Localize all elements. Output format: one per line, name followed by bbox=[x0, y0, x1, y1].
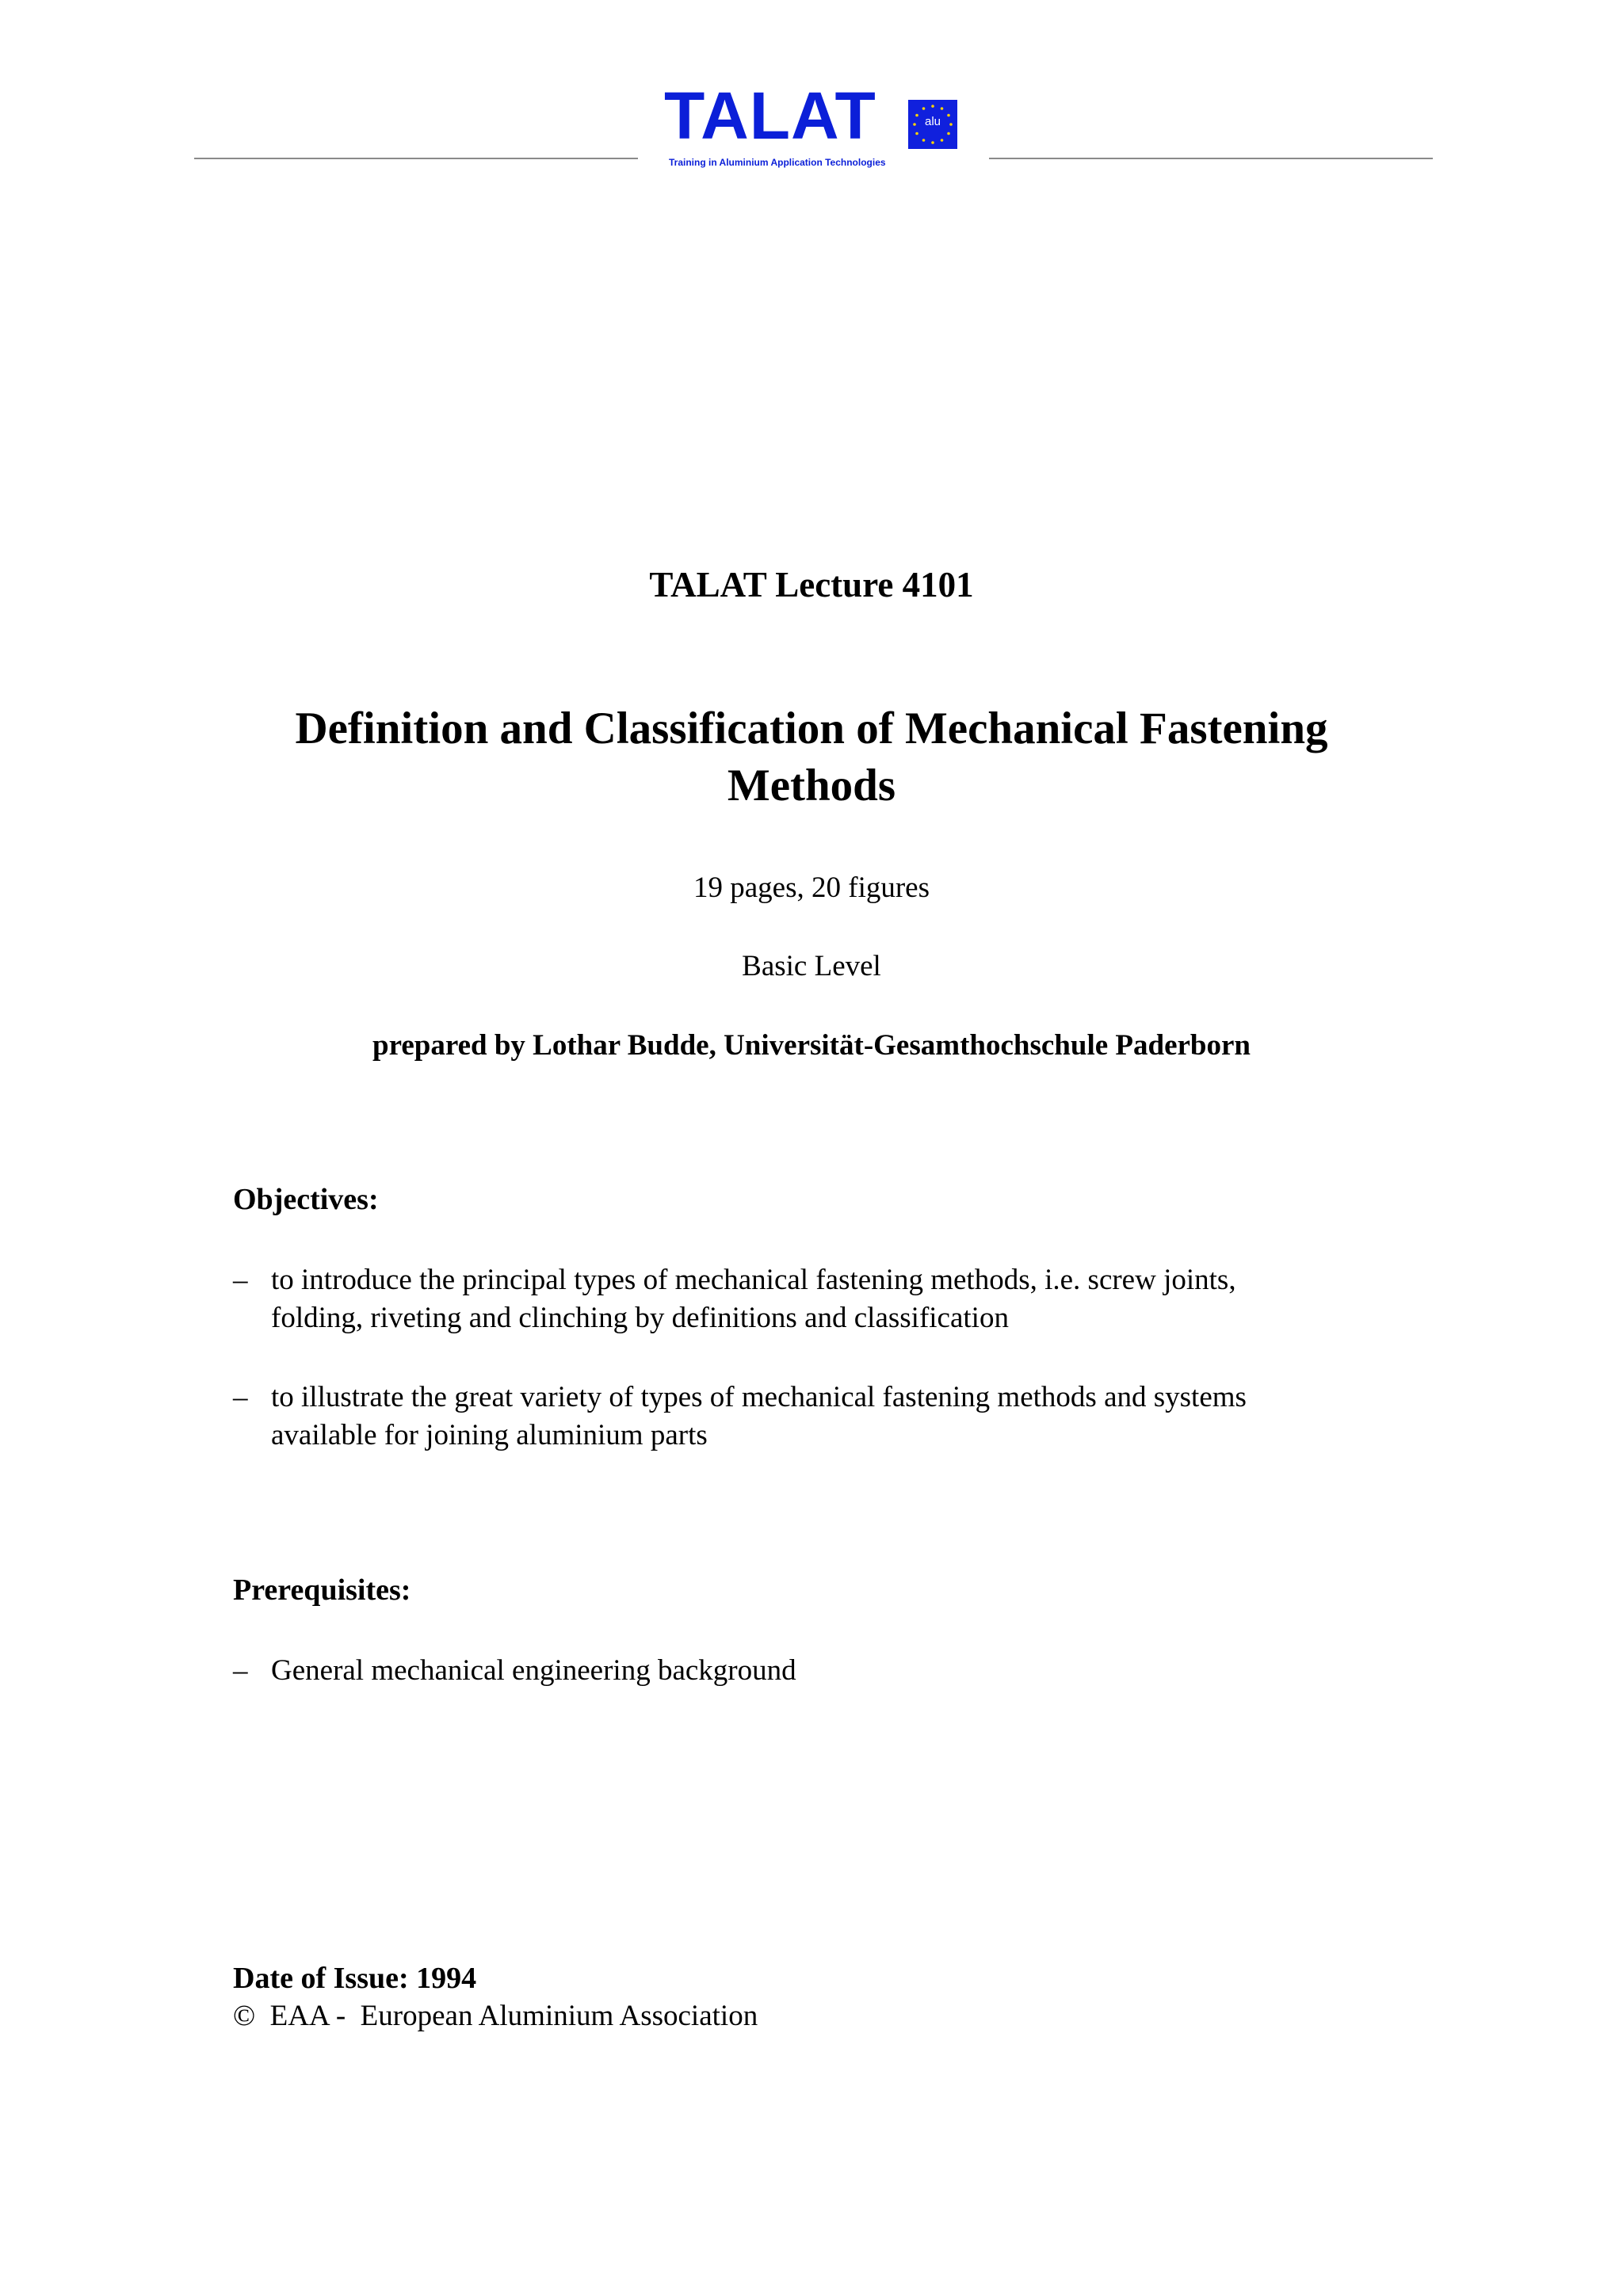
logo-badge-text: alu bbox=[924, 115, 941, 128]
objective-line: to introduce the principal types of mechanical fastening methods, i.e. screw joints, bbox=[271, 1264, 1236, 1296]
objectives-heading: Objectives: bbox=[233, 1183, 379, 1216]
objective-text bbox=[271, 1379, 1404, 1455]
title-line-2: Methods bbox=[727, 761, 896, 810]
eu-flag-icon bbox=[908, 100, 957, 149]
lecture-number: TALAT Lecture 4101 bbox=[649, 565, 974, 605]
dash-bullet: – bbox=[233, 1381, 248, 1413]
title-line-1: Definition and Classification of Mechanical Fastening bbox=[295, 704, 1328, 753]
objective-line: folding, riveting and clinching by definitions and classification bbox=[271, 1302, 1009, 1334]
page-count: 19 pages, 20 figures bbox=[693, 871, 930, 904]
objective-line: to illustrate the great variety of types of mechanical fastening methods and systems bbox=[271, 1381, 1247, 1413]
date-of-issue: Date of Issue: 1994 bbox=[233, 1962, 477, 1995]
dash-bullet: – bbox=[233, 1654, 248, 1687]
logo-tagline: Training in Aluminium Application Technologies bbox=[669, 157, 886, 168]
page-header bbox=[0, 78, 1623, 181]
objective-line: available for joining aluminium parts bbox=[271, 1419, 708, 1451]
author-line: prepared by Lothar Budde, Universität-Gesamthochschule Paderborn bbox=[372, 1029, 1251, 1062]
header-rule-left bbox=[194, 158, 638, 159]
logo-wordmark: TALAT bbox=[664, 78, 876, 153]
talat-logo bbox=[664, 78, 965, 173]
lecture-title bbox=[0, 700, 1623, 814]
prerequisite-text: General mechanical engineering background bbox=[271, 1654, 796, 1687]
prerequisites-heading: Prerequisites: bbox=[233, 1573, 411, 1607]
dash-bullet: – bbox=[233, 1264, 248, 1296]
copyright-line: © EAA - European Aluminium Association bbox=[233, 2000, 758, 2032]
difficulty-level: Basic Level bbox=[742, 950, 881, 982]
header-rule-right bbox=[989, 158, 1433, 159]
objective-text bbox=[271, 1261, 1404, 1337]
